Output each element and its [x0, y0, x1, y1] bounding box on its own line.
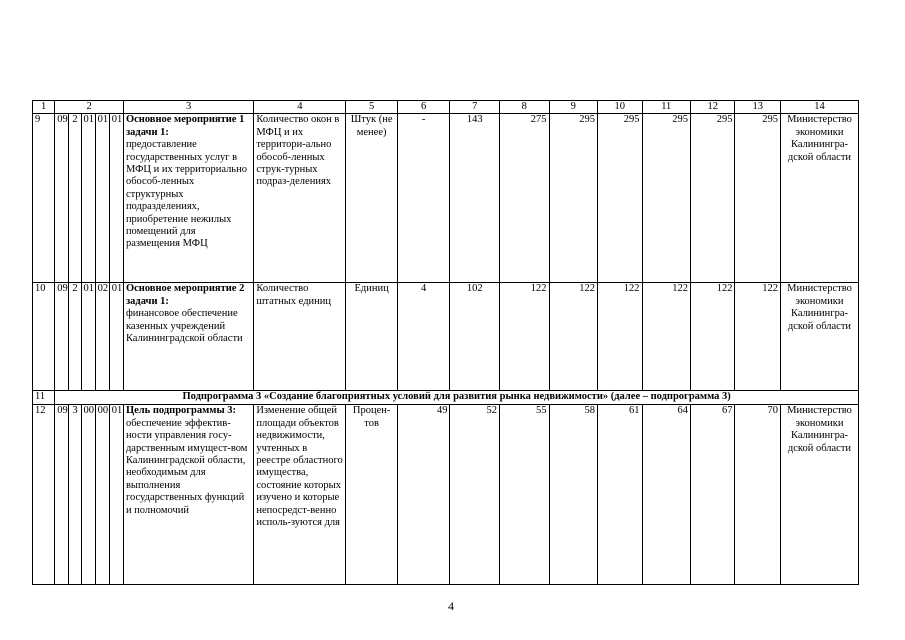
code-cell: 01: [81, 114, 95, 283]
unit-cell: Процен-тов: [346, 405, 398, 585]
code-cell: 2: [69, 283, 81, 391]
code-cell: 09: [55, 405, 69, 585]
header-cell: 12: [691, 101, 735, 114]
header-cell: 9: [549, 101, 598, 114]
activity-text: предоставление государственных услуг в МФЦ и их территориально обособ-ленных структурных подразделениях, приобретение нежилых помещений для размещения МФЦ: [125, 139, 247, 250]
header-cell: 10: [598, 101, 642, 114]
program-table: [32, 100, 859, 585]
header-cell: 13: [735, 101, 780, 114]
responsible-cell: Министерство экономики Калинингра-дской области: [780, 114, 858, 283]
row-number: 11: [33, 391, 55, 405]
value-cell: 64: [642, 405, 691, 585]
header-cell: 6: [397, 101, 450, 114]
indicator-cell: Количество штатных единиц: [254, 283, 346, 391]
header-cell: 8: [499, 101, 549, 114]
value-cell: 122: [598, 283, 642, 391]
row-number: 12: [33, 405, 55, 585]
code-cell: 01: [109, 114, 123, 283]
value-cell: 295: [735, 114, 780, 283]
code-cell: 3: [69, 405, 81, 585]
value-cell: 49: [397, 405, 450, 585]
code-cell: 02: [95, 283, 109, 391]
responsible-cell: Министерство экономики Калинингра-дской области: [780, 283, 858, 391]
subprogram-row: [33, 391, 859, 405]
table-row: [33, 283, 859, 391]
value-cell: 295: [691, 114, 735, 283]
header-cell: 4: [254, 101, 346, 114]
unit-cell: Штук (не менее): [346, 114, 398, 283]
value-cell: -: [397, 114, 450, 283]
row-number: 9: [33, 114, 55, 283]
activity-title: Цель подпрограммы 3:: [125, 405, 237, 417]
indicator-cell: Количество окон в МФЦ и их территори-ально обособ-ленных струк-турных подраз-делениях: [254, 114, 346, 283]
value-cell: 102: [450, 283, 500, 391]
indicator-cell: Изменение общей площади объектов недвижимости, учтенных в реестре областного имущества, состояние которых изучено и которые непосредст-венно исполь-зуются для: [254, 405, 346, 585]
activity-title: Основное мероприятие 2 задачи 1:: [125, 283, 245, 307]
subprogram-title: Подпрограмма 3 «Создание благоприятных условий для развития рынка недвижимости» (далее – подпрограмма 3): [55, 391, 859, 405]
code-cell: 09: [55, 283, 69, 391]
value-cell: 122: [735, 283, 780, 391]
value-cell: 122: [642, 283, 691, 391]
value-cell: 295: [549, 114, 598, 283]
row-number: 10: [33, 283, 55, 391]
code-cell: 01: [109, 405, 123, 585]
value-cell: 143: [450, 114, 500, 283]
code-cell: 01: [109, 283, 123, 391]
responsible-cell: Министерство экономики Калинингра-дской области: [780, 405, 858, 585]
code-cell: 01: [95, 114, 109, 283]
page-number: 4: [448, 599, 454, 613]
header-cell: 3: [123, 101, 253, 114]
value-cell: 61: [598, 405, 642, 585]
code-cell: 01: [81, 283, 95, 391]
code-cell: 00: [81, 405, 95, 585]
header-cell: 14: [780, 101, 858, 114]
code-cell: 09: [55, 114, 69, 283]
header-cell: 2: [55, 101, 124, 114]
value-cell: 295: [598, 114, 642, 283]
unit-cell: Единиц: [346, 283, 398, 391]
header-cell: 1: [33, 101, 55, 114]
header-cell: 5: [346, 101, 398, 114]
table-row: [33, 114, 859, 283]
header-row: [33, 101, 859, 114]
value-cell: 70: [735, 405, 780, 585]
activity-text: финансовое обеспечение казенных учреждений Калининградской области: [125, 308, 243, 345]
header-cell: 11: [642, 101, 691, 114]
header-cell: 7: [450, 101, 500, 114]
value-cell: 122: [549, 283, 598, 391]
table-row: [33, 405, 859, 585]
value-cell: 275: [499, 114, 549, 283]
value-cell: 52: [450, 405, 500, 585]
value-cell: 67: [691, 405, 735, 585]
value-cell: 4: [397, 283, 450, 391]
activity-cell: [123, 114, 253, 283]
value-cell: 122: [691, 283, 735, 391]
code-cell: 00: [95, 405, 109, 585]
activity-text: обеспечение эффектив-ности управления госу-дарственным имущест-вом Калининградской области, необходимым для выполнения государственных функций и полномочий: [125, 417, 248, 516]
value-cell: 122: [499, 283, 549, 391]
value-cell: 55: [499, 405, 549, 585]
value-cell: 295: [642, 114, 691, 283]
activity-cell: [123, 283, 253, 391]
activity-cell: [123, 405, 253, 585]
code-cell: 2: [69, 114, 81, 283]
value-cell: 58: [549, 405, 598, 585]
activity-title: Основное мероприятие 1 задачи 1:: [125, 114, 245, 138]
